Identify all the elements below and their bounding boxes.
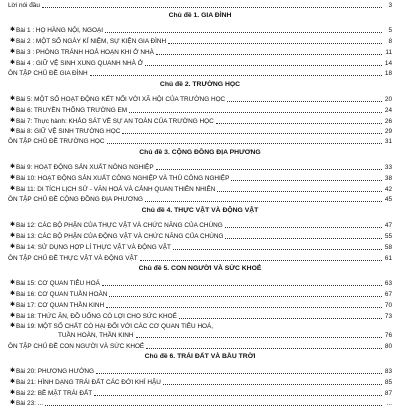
toc-intro-label: Lời nói đầu xyxy=(8,2,40,9)
dot-leader xyxy=(217,191,382,192)
dot-leader xyxy=(216,123,382,124)
toc-lesson[interactable]: ✱ Bài 22: BỀ MẶT TRÁI ĐẤT 87 xyxy=(10,390,392,397)
toc-lesson[interactable]: ✱ Bài 16: CƠ QUAN TUẦN HOÀN 67 xyxy=(10,291,392,298)
dot-leader xyxy=(42,7,382,8)
dot-leader xyxy=(145,65,382,66)
dot-leader xyxy=(109,296,382,297)
dot-leader xyxy=(107,143,382,144)
toc-lesson[interactable]: ✱ Bài 1 : HỌ HÀNG NỘI, NGOẠI 5 xyxy=(10,27,392,34)
star-icon: ✱ xyxy=(10,107,16,113)
star-icon: ✱ xyxy=(10,96,16,102)
toc-lesson[interactable]: ✱ Bài 6: TRUYỀN THỐNG TRƯỜNG EM 24 xyxy=(10,107,392,114)
toc-lesson[interactable]: ✱ Bài 2 : MỘT SỐ NGÀY KỈ NIỆM, SỰ KIỆN GIA ĐÌNH 8 xyxy=(10,38,392,45)
star-icon: ✱ xyxy=(10,49,16,55)
dot-leader xyxy=(140,260,382,261)
star-icon: ✱ xyxy=(10,175,16,181)
star-icon: ✱ xyxy=(10,38,16,44)
dot-leader xyxy=(146,348,382,349)
star-icon: ✱ xyxy=(10,164,16,170)
toc-lesson[interactable]: ✱ Bài 19: MỘT SỐ CHẤT CÓ HẠI ĐỐI VỚI CÁC CƠ QUAN TIÊU HOÁ, xyxy=(10,323,214,330)
chapter-heading: Chủ đề 3. CỘNG ĐỒNG ĐỊA PHƯƠNG xyxy=(139,149,261,156)
dot-leader xyxy=(168,43,382,44)
dot-leader xyxy=(227,101,382,102)
star-icon: ✱ xyxy=(10,233,16,239)
star-icon: ✱ xyxy=(10,291,16,297)
toc-review[interactable]: ÔN TẬP CHỦ ĐỀ GIA ĐÌNH 18 xyxy=(8,70,392,77)
dot-leader xyxy=(163,384,382,385)
toc-lesson[interactable]: ✱ Bài 11: DI TÍCH LỊCH SỬ - VĂN HOÁ VÀ CẢNH QUAN THIÊN NHIÊN 42 xyxy=(10,186,392,193)
chapter-heading: Chủ đề 6. TRÁI ĐẤT VÀ BẦU TRỜI xyxy=(144,353,256,360)
toc-lesson[interactable]: ✱ Bài 15: CƠ QUAN TIÊU HOÁ 63 xyxy=(10,280,392,287)
dot-leader xyxy=(102,285,382,286)
toc-lesson-continuation[interactable]: TUẦN HOÀN, THẦN KINH 76 xyxy=(58,332,392,339)
toc-lesson[interactable]: ✱ Bài 10: HOẠT ĐỘNG SẢN XUẤT CÔNG NGHIỆP VÀ THỦ CÔNG NGHIỆP 38 xyxy=(10,175,392,182)
toc-review[interactable]: ÔN TẬP CHỦ ĐỀ CON NGƯỜI VÀ SỨC KHOẺ 80 xyxy=(8,343,392,350)
star-icon: ✱ xyxy=(10,186,16,192)
toc-review[interactable]: ÔN TẬP CHỦ ĐỀ TRƯỜNG HỌC 31 xyxy=(8,138,392,145)
dot-leader xyxy=(136,337,382,338)
star-icon: ✱ xyxy=(10,280,16,286)
dot-leader xyxy=(90,75,382,76)
toc-lesson[interactable]: ✱ Bài 7: Thực hành: KHẢO SÁT VỀ SỰ AN TOÀN CỦA TRƯỜNG HỌC 26 xyxy=(10,118,392,125)
dot-leader xyxy=(106,307,382,308)
dot-leader xyxy=(156,169,382,170)
dot-leader xyxy=(122,133,382,134)
dot-leader xyxy=(96,373,382,374)
toc-intro[interactable] xyxy=(8,0,392,10)
toc-lesson[interactable]: ✱ Bài 18: THỨC ĂN, ĐỒ UỐNG CÓ LỢI CHO SỨC KHOẺ 73 xyxy=(10,313,392,320)
toc-lesson[interactable]: ✱ Bài 20: PHƯƠNG HƯỚNG 83 xyxy=(10,368,392,375)
toc-lesson[interactable]: ✱ Bài 8: GIỮ VỆ SINH TRƯỜNG HỌC 29 xyxy=(10,128,392,135)
dot-leader xyxy=(145,201,382,202)
dot-leader xyxy=(129,112,382,113)
toc-intro-page: 3 xyxy=(388,2,392,9)
star-icon: ✱ xyxy=(10,118,16,124)
star-icon: ✱ xyxy=(10,244,16,250)
dot-leader xyxy=(156,54,382,55)
toc-lesson[interactable]: ✱ Bài 23: ... ... xyxy=(10,400,392,407)
star-icon: ✱ xyxy=(10,128,16,134)
chapter-heading: Chủ đề 1. GIA ĐÌNH xyxy=(168,12,232,19)
star-icon: ✱ xyxy=(10,379,16,385)
star-icon: ✱ xyxy=(10,222,16,228)
toc-review[interactable]: ÔN TẬP CHỦ ĐỀ CỘNG ĐỒNG ĐỊA PHƯƠNG 45 xyxy=(8,196,392,203)
chapter-heading: Chủ đề 4. THỰC VẬT VÀ ĐỘNG VẬT xyxy=(141,207,259,214)
star-icon: ✱ xyxy=(10,302,16,308)
star-icon: ✱ xyxy=(10,323,16,329)
toc-lesson[interactable]: ✱ Bài 3 : PHÒNG TRÁNH HOẢ HOẠN KHI Ở NHÀ 11 xyxy=(10,49,392,56)
dot-leader xyxy=(45,405,382,406)
toc-lesson[interactable]: ✱ Bài 14: SỬ DỤNG HỢP LÍ THỰC VẬT VÀ ĐỘNG VẬT 58 xyxy=(10,244,392,251)
star-icon: ✱ xyxy=(10,313,16,319)
toc-lesson[interactable]: ✱ Bài 9: HOẠT ĐỘNG SẢN XUẤT NÔNG NGHIỆP 33 xyxy=(10,164,392,171)
toc-lesson[interactable]: ✱ Bài 17: CƠ QUAN THẦN KINH 70 xyxy=(10,302,392,309)
dot-leader xyxy=(225,238,382,239)
star-icon: ✱ xyxy=(10,400,16,406)
toc-lesson[interactable]: ✱ Bài 13: CÁC BỘ PHẬN CỦA ĐỘNG VẬT VÀ CHỨC NĂNG CỦA CHÚNG 55 xyxy=(10,233,392,240)
dot-leader xyxy=(105,32,382,33)
star-icon: ✱ xyxy=(10,390,16,396)
chapter-heading: Chủ đề 5. CON NGƯỜI VÀ SỨC KHOẺ xyxy=(138,265,262,272)
star-icon: ✱ xyxy=(10,27,16,33)
toc-review[interactable]: ÔN TẬP CHỦ ĐỀ THỰC VẬT VÀ ĐỘNG VẬT 61 xyxy=(8,255,392,262)
toc-lesson[interactable]: ✱ Bài 5: MỘT SỐ HOẠT ĐỘNG KẾT NỐI VỚI XÃ HỘI CỦA TRƯỜNG HỌC 20 xyxy=(10,96,392,103)
toc-lesson[interactable]: ✱ Bài 21: HÌNH DẠNG TRÁI ĐẤT CÁC ĐỚI KHÍ HẬU 85 xyxy=(10,379,392,386)
toc-lesson[interactable]: ✱ Bài 12: CÁC BỘ PHẬN CỦA THỰC VẬT VÀ CHỨC NĂNG CỦA CHÚNG 47 xyxy=(10,222,392,229)
dot-leader xyxy=(225,227,382,228)
star-icon: ✱ xyxy=(10,60,16,66)
dot-leader xyxy=(173,249,382,250)
dot-leader xyxy=(94,395,382,396)
toc-lesson[interactable]: ✱ Bài 4 : GIỮ VỆ SINH XUNG QUANH NHÀ Ở 14 xyxy=(10,60,392,67)
dot-leader xyxy=(231,180,382,181)
star-icon: ✱ xyxy=(10,368,16,374)
chapter-heading: Chủ đề 2. TRƯỜNG HỌC xyxy=(159,81,241,88)
dot-leader xyxy=(179,318,382,319)
